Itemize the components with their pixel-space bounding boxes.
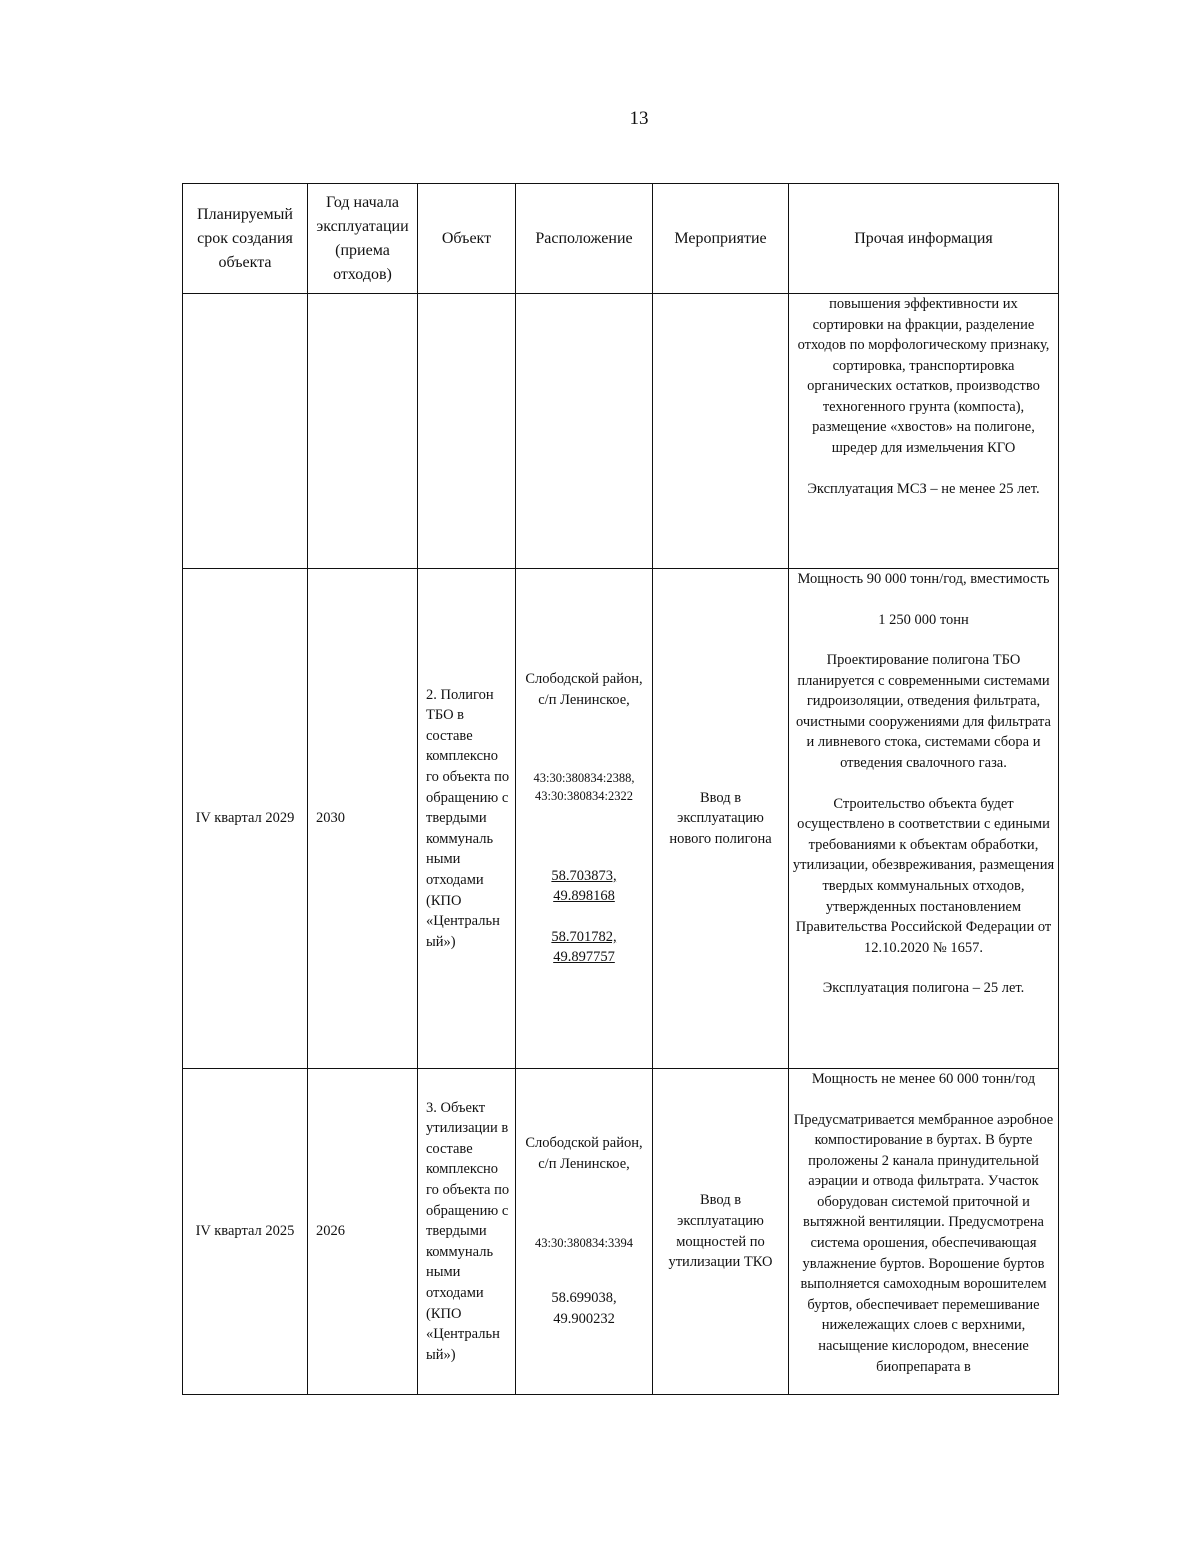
row3-cadastre: 43:30:380834:3394 xyxy=(535,1235,633,1250)
header-term: Планируемый срок создания объекта xyxy=(183,184,308,294)
row3-measure-cell: Ввод в эксплуатацию мощностей по утилизации ТКО xyxy=(653,1069,789,1395)
row3-year-cell: 2026 xyxy=(308,1069,418,1395)
row2-measure-cell: Ввод в эксплуатацию нового полигона xyxy=(653,569,789,1069)
header-measure: Мероприятие xyxy=(653,184,789,294)
row2-year-cell: 2030 xyxy=(308,569,418,1069)
row3-other-info-cell xyxy=(789,1069,1059,1395)
table-row xyxy=(183,569,1059,1069)
row1-object-cell xyxy=(418,294,516,569)
row2-info-construction: Строительство объекта будет осуществлено в соответствии с едиными требованиями к объектам обработки, утилизации, обезвреживания, размещения твердых коммунальных отходов, утвержденных постановлением Правительства Российской Федерации от 12.10.2020 № 1657. xyxy=(792,795,1055,956)
row2-term-cell: IV квартал 2029 xyxy=(183,569,308,1069)
row1-info-text: повышения эффективности их сортировки на фракции, разделение отходов по морфологическому признаку, сортировка, транспортировка органических остатков, производство техногенного грунта (компоста), размещение «хвостов» на полигоне, шредер для измельчения КГО xyxy=(797,296,1050,457)
row1-other-info-cell xyxy=(789,294,1059,569)
row1-term-cell xyxy=(183,294,308,569)
table-row xyxy=(183,294,1059,569)
row2-coordinates-2: 58.701782, 49.897757 xyxy=(551,928,617,966)
header-other-info: Прочая информация xyxy=(789,184,1059,294)
header-location: Расположение xyxy=(516,184,653,294)
row2-object-cell: 2. Полигон ТБО в составе комплексно го объекта по обращению с твердыми коммуналь ными отходами (КПО «Центральн ый») xyxy=(418,569,516,1069)
page-number: 13 xyxy=(629,108,649,129)
row2-coordinates-1: 58.703873, 49.898168 xyxy=(551,867,617,905)
row1-year-cell xyxy=(308,294,418,569)
facilities-table xyxy=(182,183,1059,1395)
table-row xyxy=(183,1069,1059,1395)
table-header-row xyxy=(183,184,1059,294)
row1-measure-cell xyxy=(653,294,789,569)
row2-info-design: Проектирование полигона ТБО планируется с современными системами гидроизоляции, отведения фильтрата, очистными сооружениями для фильтрата и ливневого стока, системами сбора и отведения свалочного газа. xyxy=(796,652,1051,772)
row1-info-operation: Эксплуатация МСЗ – не менее 25 лет. xyxy=(807,480,1040,497)
row2-other-info-cell xyxy=(789,569,1059,1069)
header-year: Год начала эксплуатации (приема отходов) xyxy=(308,184,418,294)
row2-location-cell xyxy=(516,569,653,1069)
row3-term-cell: IV квартал 2025 xyxy=(183,1069,308,1395)
row3-object-cell: 3. Объект утилизации в составе комплексно го объекта по обращению с твердыми коммуналь ными отходами (КПО «Центральн ый») xyxy=(418,1069,516,1395)
row2-location-area: Слободской район, с/п Ленинское, xyxy=(525,671,643,708)
row1-location-cell xyxy=(516,294,653,569)
row3-coordinates: 58.699038, 49.900232 xyxy=(551,1290,617,1327)
header-object: Объект xyxy=(418,184,516,294)
row3-location-cell xyxy=(516,1069,653,1395)
row3-location-area: Слободской район, с/п Ленинское, xyxy=(525,1135,643,1173)
row2-info-operation: Эксплуатация полигона – 25 лет. xyxy=(822,980,1025,997)
row2-cadastre-2: 43:30:380834:2322 xyxy=(535,788,633,803)
row2-info-volume: 1 250 000 тонн xyxy=(878,611,969,628)
row2-info-capacity: Мощность 90 000 тонн/год, вместимость xyxy=(797,571,1050,587)
row3-info-composting: Предусматривается мембранное аэробное компостирование в буртах. В бурте проложены 2 канала принудительной аэрации и отвода фильтрата. Участок оборудован системой приточной и вытяжной вентиляции. Предусмотрена система орошения, обеспечивающая увлажнение буртов. Ворошение буртов выполняется самоходным ворошителем буртов, обеспечивает перемешивание нижележащих слоев с верхними, насыщение кислородом, внесение биопрепарата в xyxy=(793,1111,1054,1375)
row2-cadastre-1: 43:30:380834:2388, xyxy=(533,771,635,786)
row3-info-capacity: Мощность не менее 60 000 тонн/год xyxy=(811,1071,1036,1087)
